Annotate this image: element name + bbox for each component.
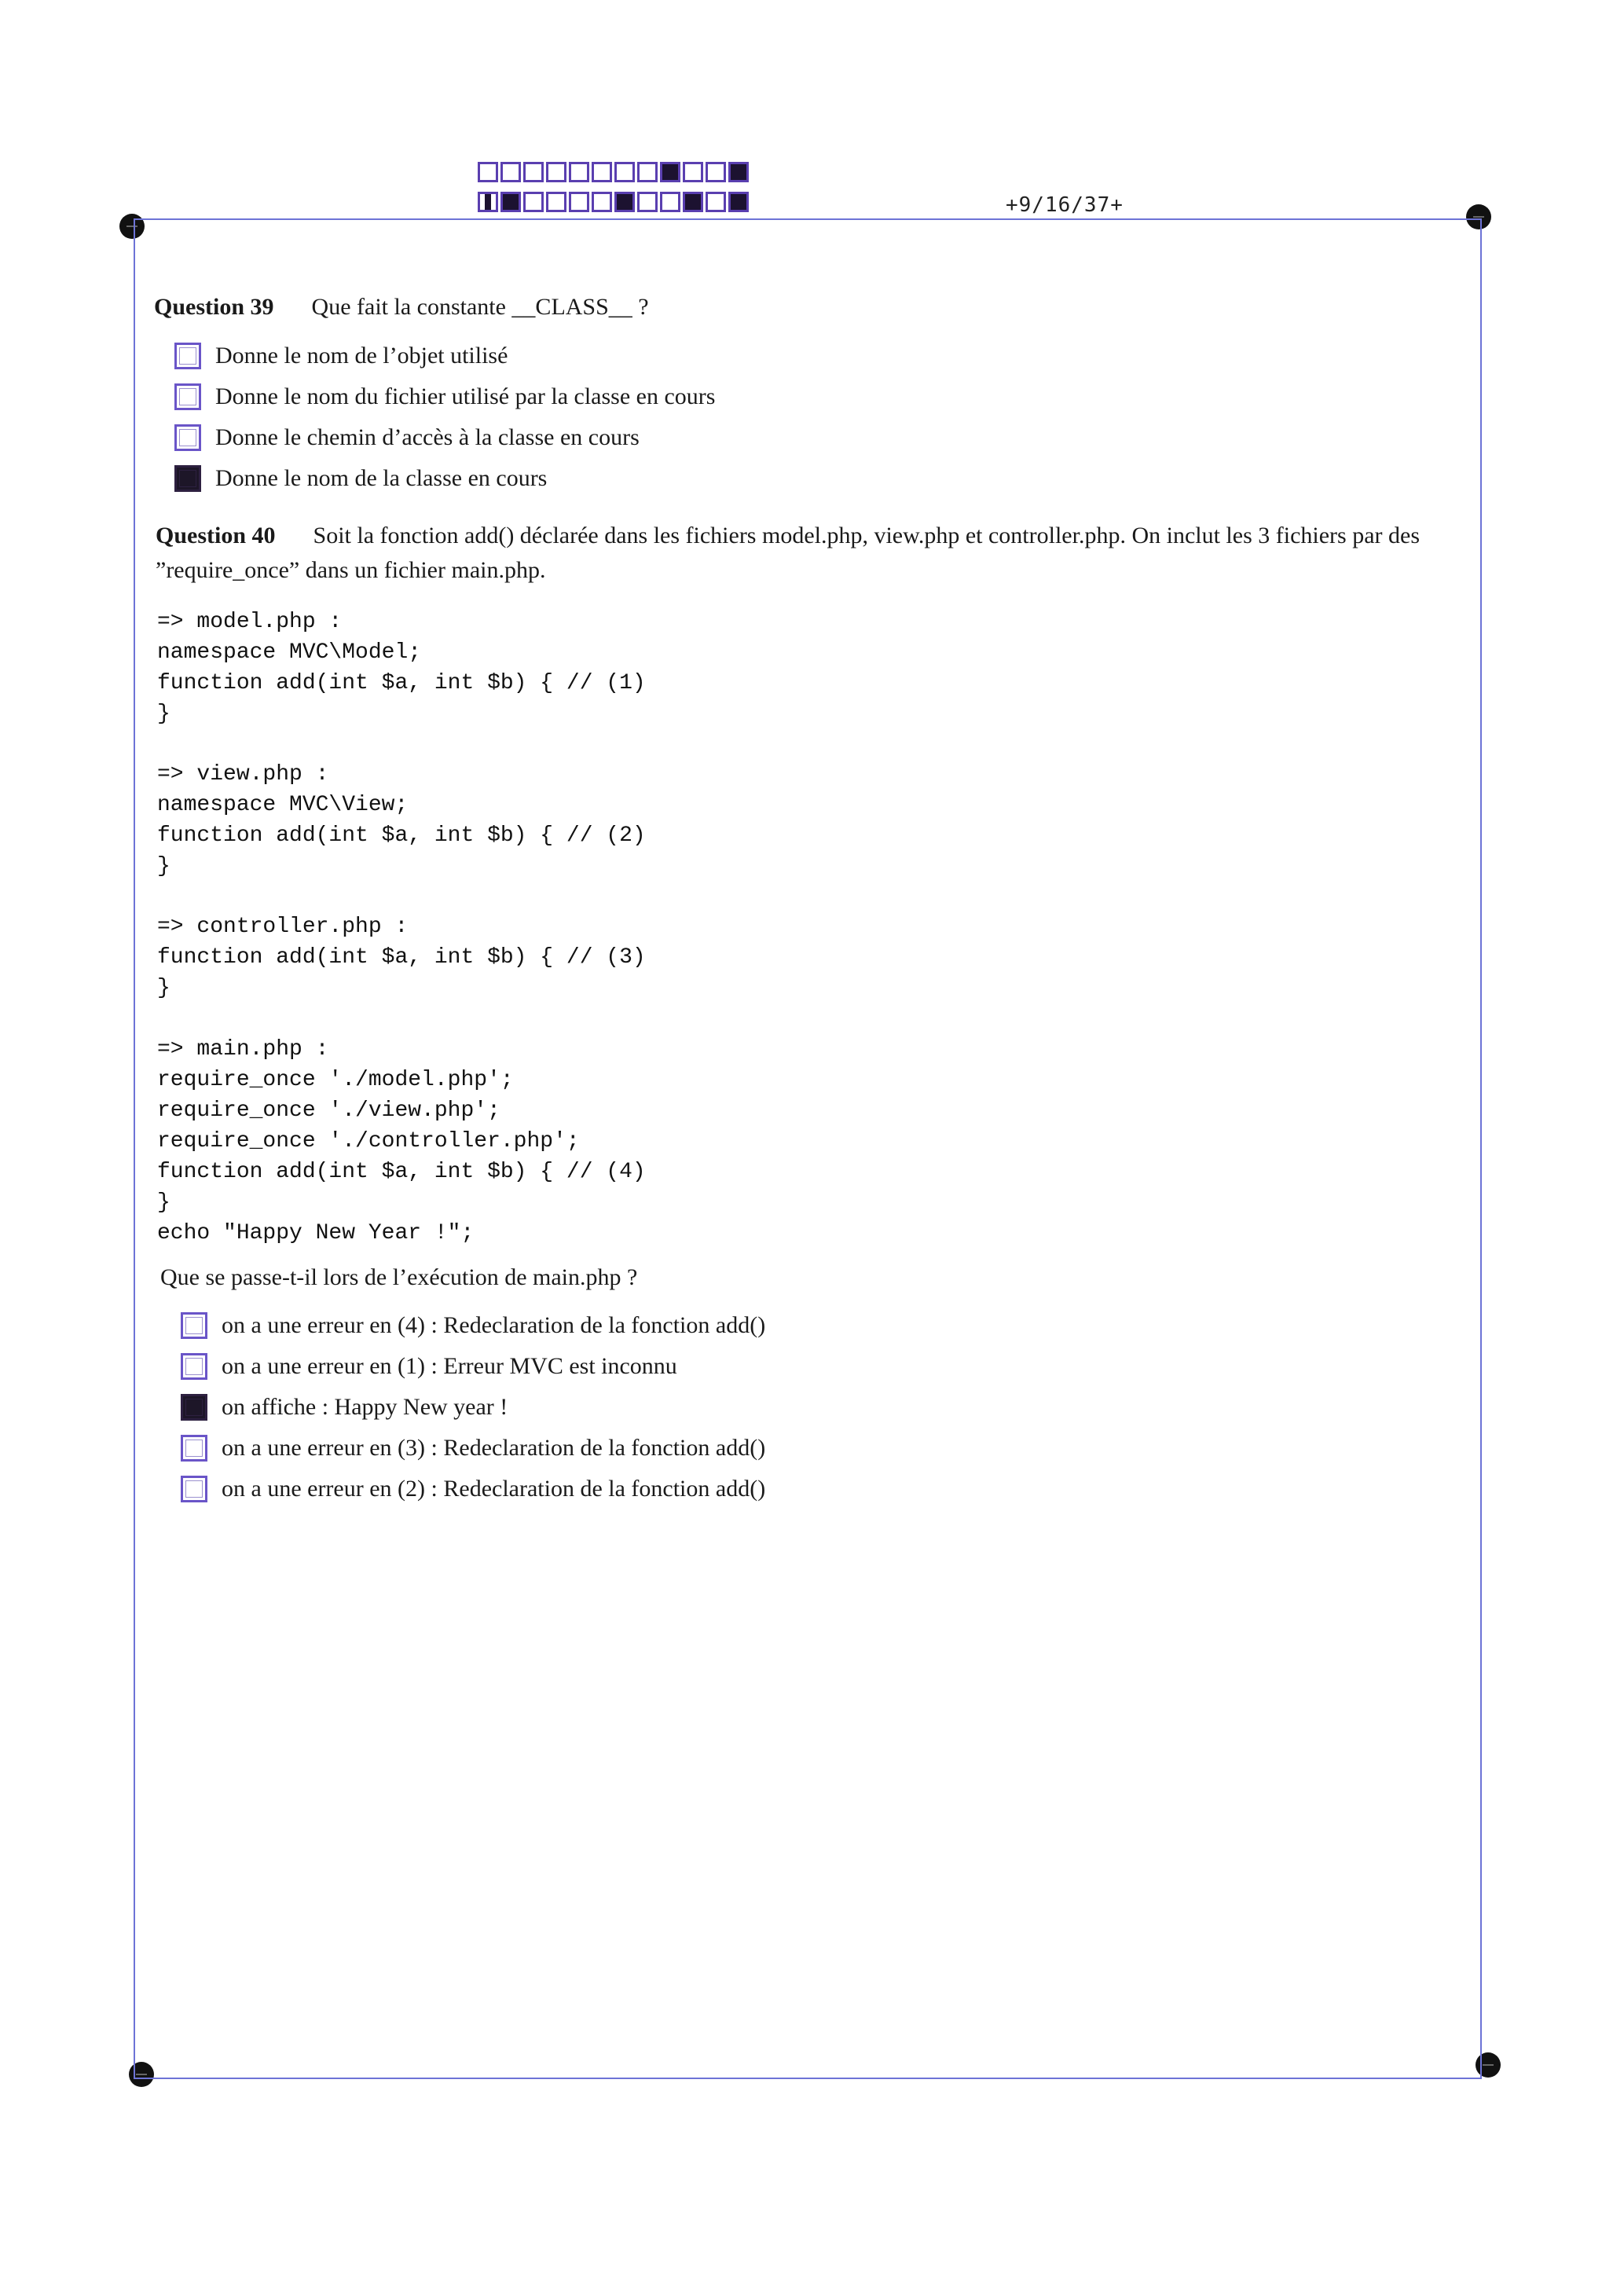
- q39-option[interactable]: [174, 424, 640, 451]
- id-code-box: [500, 162, 521, 182]
- checkbox[interactable]: [181, 1394, 207, 1421]
- id-code-box: [546, 192, 566, 212]
- code-block-view: => view.php : namespace MVC\View; function add(int $a, int $b) { // (2) }: [157, 762, 646, 878]
- checkbox[interactable]: [181, 1476, 207, 1502]
- question-label: Question 39: [154, 294, 274, 320]
- option-label: Donne le nom de l’objet utilisé: [215, 343, 508, 369]
- option-label: Donne le chemin d’accès à la classe en cours: [215, 424, 640, 450]
- code-block-main: => main.php : require_once './model.php'; require_once './view.php'; require_once './controller.php'; function add(int $a, int $b) { // (4) } echo "Happy New Year !";: [157, 1037, 646, 1245]
- id-code-box: [683, 192, 703, 212]
- id-code-box: [660, 192, 680, 212]
- id-code-box: [706, 192, 726, 212]
- id-code-box: [592, 192, 612, 212]
- page-id: +9/16/37+: [1006, 193, 1124, 217]
- id-code-box: [546, 162, 566, 182]
- id-code-box: [478, 192, 498, 212]
- id-code-row: [478, 192, 749, 212]
- option-label: on a une erreur en (1) : Erreur MVC est inconnu: [222, 1353, 677, 1379]
- question-label: Question 40: [156, 523, 276, 548]
- q39-option[interactable]: [174, 383, 715, 410]
- id-code-box: [728, 192, 749, 212]
- question-40-title: [156, 519, 1460, 588]
- code-block-model: => model.php : namespace MVC\Model; function add(int $a, int $b) { // (1) }: [157, 610, 646, 726]
- id-code-box: [683, 162, 703, 182]
- question-text: Que fait la constante __CLASS__ ?: [311, 294, 649, 320]
- checkbox[interactable]: [174, 465, 201, 492]
- id-code-box: [500, 192, 521, 212]
- id-code-box: [523, 162, 544, 182]
- id-code-box: [614, 162, 635, 182]
- code-block-controller: => controller.php : function add(int $a, int $b) { // (3) }: [157, 915, 646, 1000]
- option-label: Donne le nom de la classe en cours: [215, 465, 548, 491]
- checkbox[interactable]: [174, 383, 201, 410]
- q39-option[interactable]: [174, 343, 508, 369]
- option-label: on a une erreur en (4) : Redeclaration de la fonction add(): [222, 1312, 766, 1338]
- option-label: on a une erreur en (3) : Redeclaration de la fonction add(): [222, 1435, 766, 1461]
- id-code-row: [478, 162, 749, 182]
- checkbox[interactable]: [181, 1353, 207, 1380]
- id-code-box: [637, 192, 658, 212]
- q40-option[interactable]: [181, 1435, 765, 1462]
- id-code-box: [706, 162, 726, 182]
- question-39-title: [154, 294, 649, 321]
- id-code-box: [569, 162, 589, 182]
- option-label: on a une erreur en (2) : Redeclaration de la fonction add(): [222, 1476, 766, 1502]
- id-code-box: [523, 192, 544, 212]
- option-label: on affiche : Happy New year !: [222, 1394, 508, 1420]
- id-code-box: [569, 192, 589, 212]
- q39-option[interactable]: [174, 465, 547, 492]
- option-label: Donne le nom du fichier utilisé par la classe en cours: [215, 383, 716, 409]
- q40-option[interactable]: [181, 1353, 677, 1380]
- question-text: Soit la fonction add() déclarée dans les fichiers model.php, view.php et controller.php. On inclut les 3 fichiers par des ”require_once” dans un fichier main.php.: [156, 523, 1421, 583]
- q40-option[interactable]: [181, 1476, 765, 1502]
- id-code-box: [592, 162, 612, 182]
- id-code-box: [728, 162, 749, 182]
- checkbox[interactable]: [181, 1435, 207, 1462]
- id-code-box: [660, 162, 680, 182]
- checkbox[interactable]: [174, 424, 201, 451]
- id-code-box: [478, 162, 498, 182]
- checkbox[interactable]: [181, 1312, 207, 1339]
- id-code-box: [637, 162, 658, 182]
- question-40-prompt: Que se passe-t-il lors de l’exécution de main.php ?: [160, 1264, 638, 1290]
- checkbox[interactable]: [174, 343, 201, 369]
- q40-option[interactable]: [181, 1394, 508, 1421]
- q40-option[interactable]: [181, 1312, 765, 1339]
- id-code-box: [614, 192, 635, 212]
